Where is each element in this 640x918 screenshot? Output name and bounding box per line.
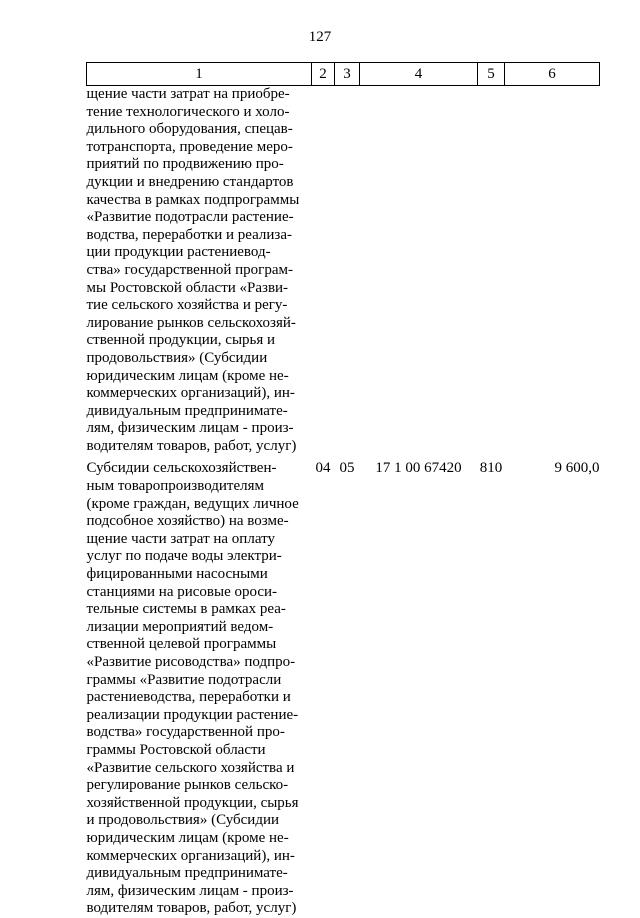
description-line: Субсидии сельскохозяйствен- [86, 460, 277, 477]
description-line: «Развитие подотрасли растение- [86, 209, 294, 226]
row-pr: 05 [339, 460, 355, 477]
header-col-1: 1 [87, 63, 312, 86]
description-line: тельные системы в рамках реа- [86, 601, 286, 618]
description-line: реализации продукции растение- [86, 706, 299, 723]
row-rz [312, 86, 335, 456]
description-line: станциями на рисовые ороси- [86, 583, 278, 600]
description-line: мы Ростовской области «Разви- [86, 279, 289, 296]
header-col-5: 5 [478, 63, 505, 86]
row-vr: 810 [479, 460, 503, 477]
description-line: регулирование рынков сельско- [86, 777, 289, 794]
description-line: коммерческих организаций), ин- [86, 847, 295, 864]
description-line: «Развитие сельского хозяйства и [86, 759, 295, 776]
description-line: граммы «Развитие подотрасли [86, 671, 282, 688]
description-line: водства, переработки и реализа- [86, 226, 292, 243]
header-col-6: 6 [505, 63, 600, 86]
description-line: тие сельского хозяйства и регу- [86, 297, 288, 314]
description-line: лирование рынков сельскохозяй- [86, 314, 296, 331]
header-col-4: 4 [360, 63, 478, 86]
description-line: дукции и внедрению стандартов [86, 173, 294, 190]
row-description [87, 86, 312, 456]
description-line: подсобное хозяйство) на возме- [86, 513, 289, 530]
description-line: тение технологического и холо- [86, 103, 290, 120]
description-line: «Развитие рисоводства» подпро- [86, 654, 296, 670]
row-vr [478, 86, 505, 456]
description-line: хозяйственной продукции, сырья [86, 794, 299, 811]
description-line: юридическим лицам (кроме не- [86, 829, 289, 846]
description-line: дивидуальным предпринимате- [86, 865, 288, 882]
description-line: юридическим лицам (кроме не- [86, 367, 289, 384]
description-line: дивидуальным предпринимате- [86, 402, 288, 419]
row-sum [505, 86, 600, 456]
description-line: граммы Ростовской области [86, 741, 266, 758]
description-line: щение части затрат на оплату [86, 530, 275, 547]
row-sum: 9 600,0 [554, 460, 600, 477]
page-number: 127 [308, 29, 332, 45]
description-line: дильного оборудования, спецав- [86, 121, 293, 138]
description-line: водителям товаров, работ, услуг) [86, 437, 297, 454]
description-line: ственной продукции, сырья и [86, 332, 276, 349]
description-line: щение части затрат на приобре- [86, 86, 290, 102]
description-line: ственной целевой программы [86, 636, 277, 653]
budget-table [86, 62, 600, 918]
description-line: приятий по продвижению про- [86, 156, 284, 173]
description-line: лям, физическим лицам - произ- [86, 882, 294, 899]
description-line: ным товаропроизводителям [86, 478, 265, 495]
table-row [87, 86, 600, 456]
description-line: лям, физическим лицам - произ- [86, 420, 294, 437]
description-line: водства» государственной про- [86, 724, 285, 741]
description-line: качества в рамках подпрограммы [86, 191, 300, 208]
row-pr [335, 86, 360, 456]
row-description [87, 455, 312, 917]
description-line: растениеводства, переработки и [86, 689, 291, 706]
row-csr: 17 1 00 67420 [375, 460, 462, 477]
header-col-2: 2 [312, 63, 335, 86]
description-line: продовольствия» (Субсидии [86, 349, 268, 366]
row-rz: 04 [315, 460, 331, 477]
description-line: ства» государственной програм- [86, 261, 293, 278]
description-line: тотранспорта, проведение меро- [86, 138, 293, 155]
description-line: фицированными насосными [86, 566, 268, 583]
description-line: и продовольствия» (Субсидии [86, 812, 280, 829]
description-line: (кроме граждан, ведущих личное [86, 495, 299, 512]
description-line: коммерческих организаций), ин- [86, 385, 295, 402]
description-line: услуг по подаче воды электри- [86, 548, 282, 565]
description-line: водителям товаров, работ, услуг) [86, 900, 297, 917]
description-line: ции продукции растениевод- [86, 244, 271, 261]
header-row [87, 63, 600, 86]
header-col-3: 3 [335, 63, 360, 86]
description-line: лизации мероприятий ведом- [86, 618, 274, 635]
row-csr [360, 86, 478, 456]
table-row [87, 455, 600, 917]
